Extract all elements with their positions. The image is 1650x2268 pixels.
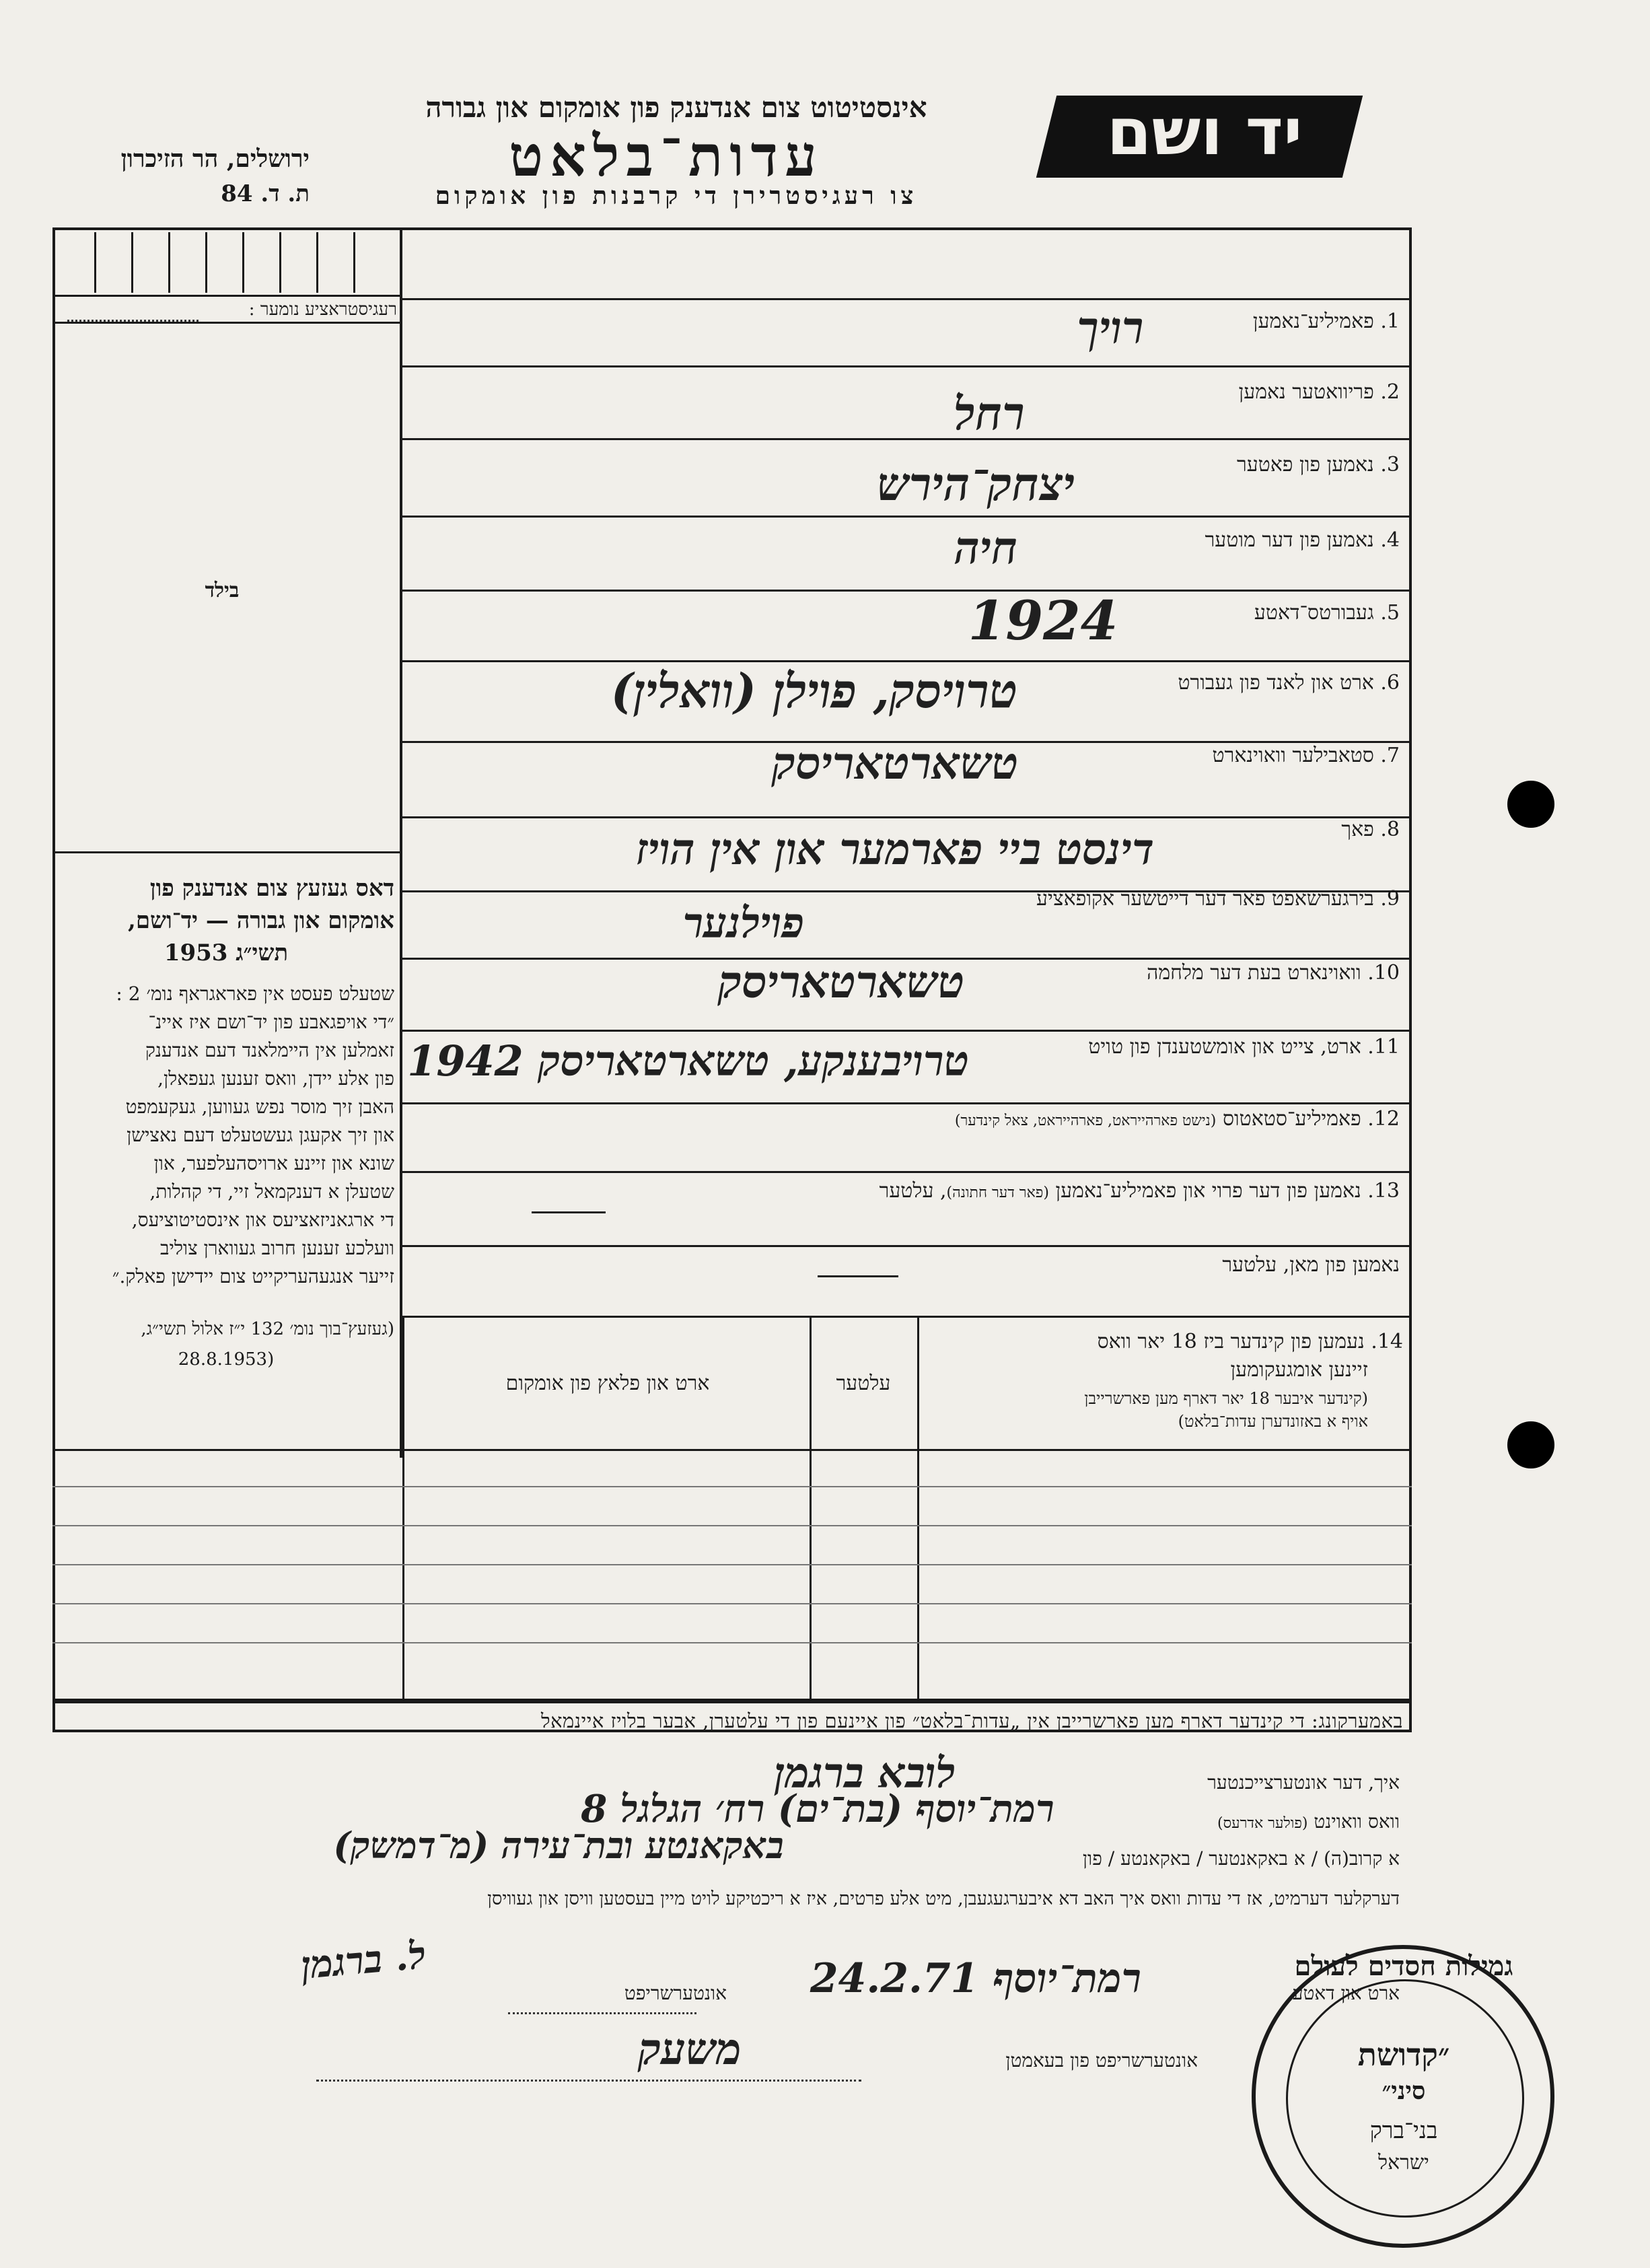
declaration: דערקלער דערמיט, אז די עדות וואס איך האב דא איבערגעגעבן, מיט אלע פרטים, איז א ריכטיקע לויט מיין בעסטען וויסן און געוויסן: [487, 1888, 1400, 1909]
field-9-value: פוילנער: [682, 898, 805, 948]
signer-address-value: רמת־יוסף (בת־ים) רח׳ הגלגל 8: [581, 1787, 1054, 1831]
seal-stamp: גמילות חסדים לעולם ״קדושת סיני״ בני־ברק ישראל: [1252, 1945, 1554, 2248]
field-11-value: טרויבענקע, טשארטאריסק 1942: [407, 1036, 969, 1086]
field-11-label: 11. ארט, צייט און אומשטענדן פון טויט: [1088, 1035, 1400, 1059]
box-number: ת. ד. 84: [221, 180, 310, 207]
signature-value: ל. ברגמן: [299, 1933, 428, 1988]
col-place: ארט און פלאץ פון אומקום: [505, 1372, 710, 1395]
field-8-value: דינסט ביי פארמער און אין הויז: [635, 824, 1155, 875]
date-value: רמת־יוסף 24.2.71: [810, 1955, 1142, 2002]
location-text: ירושלים, הר הזיכרון: [120, 145, 310, 173]
field-13-dash: [532, 1211, 606, 1213]
form-title: עדות־בלאט: [509, 122, 824, 189]
field-1-value: רויך: [1077, 302, 1144, 354]
children-label: 14. נעמען פון קינדער ביז 18 יאר וואס: [1097, 1330, 1403, 1353]
signer-name-value: לובא ברגמן: [774, 1748, 956, 1798]
field-4-label: 4. נאמען פון דער מוטער: [1205, 528, 1400, 552]
code-boxes: [81, 232, 390, 293]
signer-address-label: וואס וואוינט (פולער אדרעס): [1217, 1810, 1400, 1833]
field-5-value: 1924: [968, 589, 1118, 652]
remark: באמערקונג: די קינדער דארף מען פארשרייבן אין „עדות־בלאט״ פון איינעם פון די עלטערן, אבער בלויז איינמאל: [541, 1709, 1403, 1732]
field-3-value: יצחק־הירש: [876, 458, 1075, 511]
husband-dash: [818, 1275, 898, 1277]
field-9-label: 9. בירגערשאפט פאר דער דייטשער אקופאציע: [1036, 887, 1400, 911]
field-13-label: 13. נאמען פון דער פרוי און פאמיליע־נאמען (פאר דער חתונה), עלטער: [879, 1179, 1400, 1203]
field-5-label: 5. געבורטס־דאטע: [1254, 601, 1400, 625]
field-10-value: טשארטאריסק: [717, 956, 965, 1008]
signer-name-label: איך, דער אונטערצייכנטער: [1207, 1771, 1400, 1794]
field-6-label: 6. ארט און לאנד פון געבורט: [1178, 671, 1400, 695]
signature-label: אונטערשריפט: [624, 1982, 727, 2004]
field-10-label: 10. וואוינארט בעת דער מלחמה: [1147, 961, 1400, 985]
photo-label: בילד: [205, 579, 240, 602]
header: [0, 0, 1650, 229]
field-2-value: רחל: [954, 387, 1025, 441]
institute-line: אינסטיטוט צום אנדענק פון אומקום און גבורה: [425, 91, 927, 124]
field-6-value: טרויסק, פוילן (וואלין): [610, 663, 1018, 719]
col-age: עלטער: [836, 1372, 891, 1395]
field-3-label: 3. נאמען פון פאטער: [1236, 453, 1400, 476]
logo-text: יד ושם: [1106, 94, 1303, 170]
field-12-label: 12. פאמיליע־סטאטוס (נישט פארהייראט, פארהייראט, צאל קינדער): [954, 1107, 1400, 1131]
field-8-label: 8. פאך: [1341, 818, 1400, 841]
official-signature-value: משעק: [638, 2024, 742, 2075]
signer-relation-value: באקאנטע ובת־עירה (מ־דמשק): [333, 1824, 784, 1867]
field-7-value: טשארטאריסק: [771, 737, 1019, 789]
field-2-label: 2. פריוואטער נאמען: [1238, 380, 1400, 404]
subtitle: צו רעגיסטרירן די קרבנות פון אומקום: [435, 182, 918, 210]
field-1-label: 1. פאמיליע־נאמען: [1252, 310, 1400, 333]
punch-hole: [1507, 781, 1554, 828]
date-label: ארט און דאטע: [1292, 1982, 1400, 2004]
official-signature-label: אונטערשריפט פון בעאמטן: [1005, 2049, 1198, 2071]
field-4-value: חיה: [954, 522, 1018, 574]
registration-label: רעגיסטראציע נומער :: [248, 299, 397, 320]
children-table: 14. נעמען פון קינדער ביז 18 יאר וואס זיינען אומגעקומען (קינדער איבער 18 יאר דארף מען פארשרייבן אויף א באזונדערן עדות־בלאט) עלטער ארט און פלאץ פון אומקום: [52, 1318, 1412, 1701]
punch-hole: [1507, 1421, 1554, 1468]
signer-relation-label: א קרוב(ה) / א באקאנטער / באקאנטע / פון: [1082, 1847, 1400, 1870]
husband-label: נאמען פון מאן, עלטער: [1222, 1253, 1400, 1277]
field-7-label: 7. סטאבילער וואוינארט: [1212, 744, 1400, 767]
